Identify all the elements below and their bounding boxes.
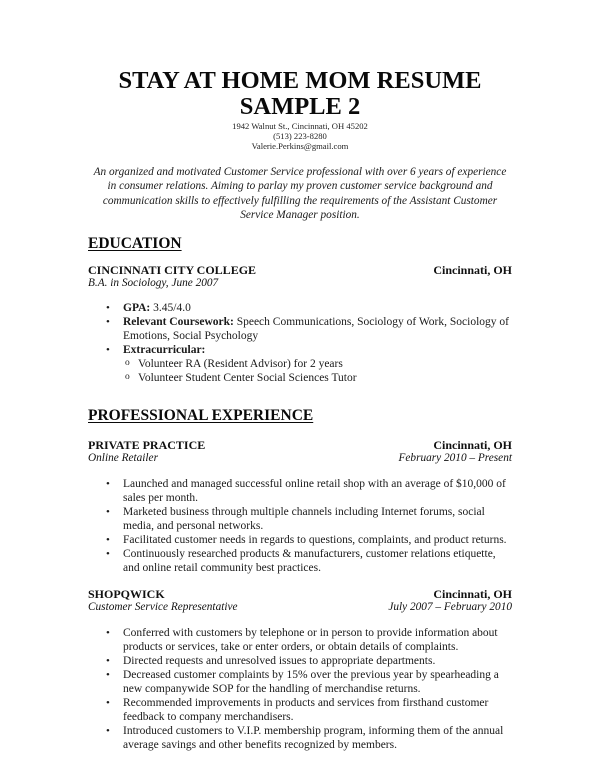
- education-section: [88, 235, 512, 385]
- address: 1942 Walnut St., Cincinnati, OH 45202: [232, 121, 368, 131]
- job-location: Cincinnati, OH: [433, 438, 512, 453]
- education-entry-header: [88, 263, 512, 277]
- job-dates: February 2010 – Present: [398, 452, 512, 465]
- gpa-label: GPA:: [123, 302, 151, 315]
- gpa-value: 3.45/4.0: [150, 302, 191, 315]
- job-role: Online Retailer: [88, 452, 158, 465]
- job-header: [88, 587, 512, 601]
- school-location: Cincinnati, OH: [433, 263, 512, 278]
- coursework-value: Speech Communications, Sociology of Work, Sociology of Emotions, Social Psychology: [123, 316, 509, 343]
- list-item: • Continuously researched products & manufacturers, customer relations etiquette, and online retail community best practices.: [88, 547, 512, 575]
- job-subheader: [88, 452, 512, 465]
- list-item: [88, 343, 512, 385]
- email: Valerie.Perkins@gmail.com: [251, 141, 349, 151]
- list-item: [88, 301, 512, 315]
- degree-row: [88, 277, 512, 290]
- resume-title: STAY AT HOME MOM RESUME SAMPLE 2: [118, 67, 482, 120]
- list-item: • Decreased customer complaints by 15% over the previous year by spearheading a new companywide SOP for the handling of merchandise returns.: [88, 668, 512, 696]
- company-name: SHOPQWICK: [88, 587, 165, 602]
- job-subheader: [88, 601, 512, 614]
- company-name: PRIVATE PRACTICE: [88, 438, 206, 453]
- job-entry: [88, 587, 512, 752]
- objective-statement: An organized and motivated Customer Service professional with over 6 years of experience in consumer relations. Aiming to parlay my proven customer service background and communication skills to effectively fulfilling the requirements of the Assistant Customer Service Manager position.: [93, 166, 507, 221]
- list-item: • Marketed business through multiple channels including Internet forums, social media, and personal networks.: [88, 505, 512, 533]
- job-role: Customer Service Representative: [88, 601, 238, 614]
- extracurricular-label: Extracurricular:: [123, 344, 206, 357]
- job-bullets: [88, 626, 512, 752]
- list-item: • Conferred with customers by telephone or in person to provide information about products or services, take or enter orders, or obtain details of complaints.: [88, 626, 512, 654]
- experience-heading: PROFESSIONAL EXPERIENCE: [88, 407, 314, 425]
- school-name: CINCINNATI CITY COLLEGE: [88, 263, 257, 278]
- list-item: • Introduced customers to V.I.P. membership program, informing them of the annual average savings and other benefits recognized by members.: [88, 724, 512, 752]
- job-location: Cincinnati, OH: [433, 587, 512, 602]
- list-item: [88, 315, 512, 343]
- education-heading: EDUCATION: [88, 235, 182, 253]
- job-entry: [88, 438, 512, 575]
- job-dates: July 2007 – February 2010: [388, 601, 512, 614]
- sub-list-item: o Volunteer RA (Resident Advisor) for 2 years: [123, 357, 512, 371]
- job-bullets: [88, 477, 512, 575]
- sub-list-item: o Volunteer Student Center Social Sciences Tutor: [123, 371, 512, 385]
- education-list: [88, 301, 512, 385]
- list-item: • Recommended improvements in products and services from firsthand customer feedback to company merchandisers.: [88, 696, 512, 724]
- experience-section: [88, 407, 512, 752]
- contact-block: [88, 121, 512, 151]
- degree: B.A. in Sociology, June 2007: [88, 277, 219, 290]
- job-header: [88, 438, 512, 452]
- coursework-label: Relevant Coursework:: [123, 316, 234, 329]
- extracurricular-list: [123, 357, 512, 385]
- phone: (513) 223-8280: [273, 131, 327, 141]
- list-item: • Launched and managed successful online retail shop with an average of $10,000 of sales per month.: [88, 477, 512, 505]
- list-item: • Directed requests and unresolved issues to appropriate departments.: [88, 654, 512, 668]
- list-item: • Facilitated customer needs in regards to questions, complaints, and product returns.: [88, 533, 512, 547]
- resume-page: [88, 68, 512, 752]
